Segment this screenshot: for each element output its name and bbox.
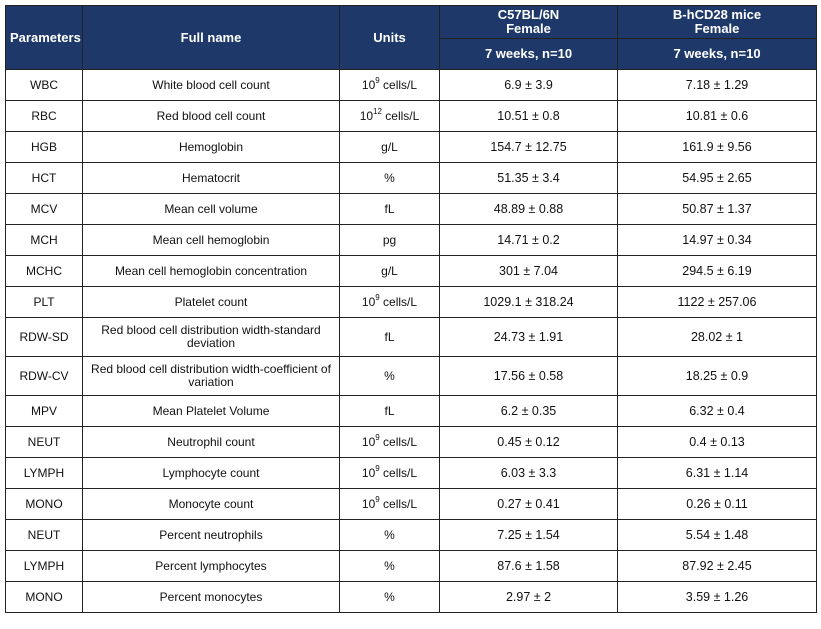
- cell-full-name: Red blood cell count: [83, 101, 340, 132]
- cell-parameter: RBC: [6, 101, 83, 132]
- cell-value-c57bl: 14.71 ± 0.2: [440, 225, 618, 256]
- cell-parameter: RDW-CV: [6, 357, 83, 396]
- cell-full-name: Monocyte count: [83, 489, 340, 520]
- cell-value-bhcd28: 7.18 ± 1.29: [618, 70, 817, 101]
- cell-value-c57bl: 6.2 ± 0.35: [440, 396, 618, 427]
- cell-full-name: Hemoglobin: [83, 132, 340, 163]
- unit-base: 10: [361, 496, 376, 511]
- hematology-table-container: [5, 5, 817, 613]
- cell-value-bhcd28: 6.32 ± 0.4: [618, 396, 817, 427]
- table-row: [6, 458, 817, 489]
- header-group1-detail: 7 weeks, n=10: [440, 39, 618, 70]
- cell-full-name: Mean Platelet Volume: [83, 396, 340, 427]
- cell-parameter: LYMPH: [6, 458, 83, 489]
- cell-units: fL: [340, 318, 440, 357]
- cell-value-c57bl: 24.73 ± 1.91: [440, 318, 618, 357]
- header-full-name: Full name: [83, 6, 340, 70]
- cell-parameter: PLT: [6, 287, 83, 318]
- unit-suffix: cells/L: [379, 77, 418, 92]
- hematology-table: [5, 5, 817, 613]
- table-row: [6, 194, 817, 225]
- cell-full-name: Red blood cell distribution width-standard deviation: [83, 318, 340, 357]
- unit-suffix: cells/L: [379, 465, 418, 480]
- cell-value-c57bl: 48.89 ± 0.88: [440, 194, 618, 225]
- cell-parameter: LYMPH: [6, 551, 83, 582]
- header-group1-strain: C57BL/6N: [497, 7, 560, 22]
- header-group1-sex: Female: [506, 21, 551, 36]
- cell-full-name: Lymphocyte count: [83, 458, 340, 489]
- cell-value-c57bl: 6.03 ± 3.3: [440, 458, 618, 489]
- cell-units: %: [340, 551, 440, 582]
- table-row: [6, 357, 817, 396]
- table-row: [6, 318, 817, 357]
- cell-full-name: Hematocrit: [83, 163, 340, 194]
- table-row: [6, 101, 817, 132]
- unit-exponent: 9: [375, 463, 380, 473]
- unit-exponent: 12: [373, 106, 382, 116]
- cell-value-bhcd28: 18.25 ± 0.9: [618, 357, 817, 396]
- cell-value-bhcd28: 10.81 ± 0.6: [618, 101, 817, 132]
- header-row-top: [6, 6, 817, 39]
- header-group2-detail: 7 weeks, n=10: [618, 39, 817, 70]
- cell-units: [340, 489, 440, 520]
- unit-suffix: cells/L: [379, 294, 418, 309]
- table-row: [6, 225, 817, 256]
- unit-exponent: 9: [375, 494, 380, 504]
- cell-value-c57bl: 0.27 ± 0.41: [440, 489, 618, 520]
- unit-base: 10: [359, 108, 374, 123]
- cell-units: pg: [340, 225, 440, 256]
- cell-parameter: RDW-SD: [6, 318, 83, 357]
- table-row: [6, 287, 817, 318]
- cell-value-bhcd28: 0.4 ± 0.13: [618, 427, 817, 458]
- cell-parameter: NEUT: [6, 427, 83, 458]
- cell-parameter: HCT: [6, 163, 83, 194]
- cell-parameter: MONO: [6, 489, 83, 520]
- cell-units: [340, 101, 440, 132]
- cell-parameter: MCHC: [6, 256, 83, 287]
- cell-value-c57bl: 2.97 ± 2: [440, 582, 618, 613]
- unit-base: 10: [361, 465, 376, 480]
- cell-value-c57bl: 6.9 ± 3.9: [440, 70, 618, 101]
- cell-parameter: NEUT: [6, 520, 83, 551]
- header-group2: [618, 6, 817, 39]
- unit-suffix: cells/L: [381, 108, 420, 123]
- cell-parameter: WBC: [6, 70, 83, 101]
- table-row: [6, 256, 817, 287]
- cell-value-bhcd28: 0.26 ± 0.11: [618, 489, 817, 520]
- cell-value-c57bl: 0.45 ± 0.12: [440, 427, 618, 458]
- cell-full-name: Mean cell hemoglobin: [83, 225, 340, 256]
- table-row: [6, 70, 817, 101]
- cell-units: g/L: [340, 256, 440, 287]
- unit-exponent: 9: [375, 292, 380, 302]
- unit-base: 10: [361, 77, 376, 92]
- cell-parameter: MCV: [6, 194, 83, 225]
- table-row: [6, 132, 817, 163]
- cell-full-name: Platelet count: [83, 287, 340, 318]
- cell-full-name: Red blood cell distribution width-coefficient of variation: [83, 357, 340, 396]
- cell-value-bhcd28: 54.95 ± 2.65: [618, 163, 817, 194]
- cell-full-name: Mean cell volume: [83, 194, 340, 225]
- table-row: [6, 489, 817, 520]
- cell-value-c57bl: 154.7 ± 12.75: [440, 132, 618, 163]
- table-body: [6, 70, 817, 613]
- table-row: [6, 520, 817, 551]
- cell-value-c57bl: 17.56 ± 0.58: [440, 357, 618, 396]
- cell-value-bhcd28: 87.92 ± 2.45: [618, 551, 817, 582]
- cell-units: %: [340, 357, 440, 396]
- cell-value-c57bl: 10.51 ± 0.8: [440, 101, 618, 132]
- table-row: [6, 551, 817, 582]
- header-parameters: Parameters: [6, 6, 83, 70]
- cell-value-c57bl: 51.35 ± 3.4: [440, 163, 618, 194]
- cell-value-bhcd28: 28.02 ± 1: [618, 318, 817, 357]
- cell-full-name: Percent monocytes: [83, 582, 340, 613]
- cell-value-bhcd28: 50.87 ± 1.37: [618, 194, 817, 225]
- cell-value-bhcd28: 1122 ± 257.06: [618, 287, 817, 318]
- unit-exponent: 9: [375, 432, 380, 442]
- cell-full-name: White blood cell count: [83, 70, 340, 101]
- cell-value-bhcd28: 5.54 ± 1.48: [618, 520, 817, 551]
- cell-full-name: Neutrophil count: [83, 427, 340, 458]
- cell-value-bhcd28: 294.5 ± 6.19: [618, 256, 817, 287]
- cell-parameter: MCH: [6, 225, 83, 256]
- cell-units: [340, 287, 440, 318]
- unit-base: 10: [361, 434, 376, 449]
- cell-units: %: [340, 582, 440, 613]
- header-group2-strain: B-hCD28 mice: [672, 7, 762, 22]
- table-row: [6, 396, 817, 427]
- table-header: [6, 6, 817, 70]
- cell-units: fL: [340, 194, 440, 225]
- unit-base: 10: [361, 294, 376, 309]
- header-group2-sex: Female: [694, 21, 740, 36]
- cell-parameter: HGB: [6, 132, 83, 163]
- cell-value-bhcd28: 6.31 ± 1.14: [618, 458, 817, 489]
- cell-full-name: Mean cell hemoglobin concentration: [83, 256, 340, 287]
- cell-units: %: [340, 163, 440, 194]
- cell-units: g/L: [340, 132, 440, 163]
- unit-exponent: 9: [375, 75, 380, 85]
- cell-parameter: MPV: [6, 396, 83, 427]
- cell-value-bhcd28: 161.9 ± 9.56: [618, 132, 817, 163]
- cell-value-c57bl: 87.6 ± 1.58: [440, 551, 618, 582]
- cell-units: fL: [340, 396, 440, 427]
- cell-units: [340, 70, 440, 101]
- cell-units: %: [340, 520, 440, 551]
- cell-parameter: MONO: [6, 582, 83, 613]
- cell-units: [340, 458, 440, 489]
- cell-value-bhcd28: 3.59 ± 1.26: [618, 582, 817, 613]
- table-row: [6, 427, 817, 458]
- header-units: Units: [340, 6, 440, 70]
- unit-suffix: cells/L: [379, 434, 418, 449]
- cell-value-bhcd28: 14.97 ± 0.34: [618, 225, 817, 256]
- cell-full-name: Percent neutrophils: [83, 520, 340, 551]
- cell-value-c57bl: 1029.1 ± 318.24: [440, 287, 618, 318]
- cell-full-name: Percent lymphocytes: [83, 551, 340, 582]
- cell-value-c57bl: 301 ± 7.04: [440, 256, 618, 287]
- unit-suffix: cells/L: [379, 496, 418, 511]
- cell-units: [340, 427, 440, 458]
- table-row: [6, 582, 817, 613]
- header-group1: [440, 6, 618, 39]
- cell-value-c57bl: 7.25 ± 1.54: [440, 520, 618, 551]
- table-row: [6, 163, 817, 194]
